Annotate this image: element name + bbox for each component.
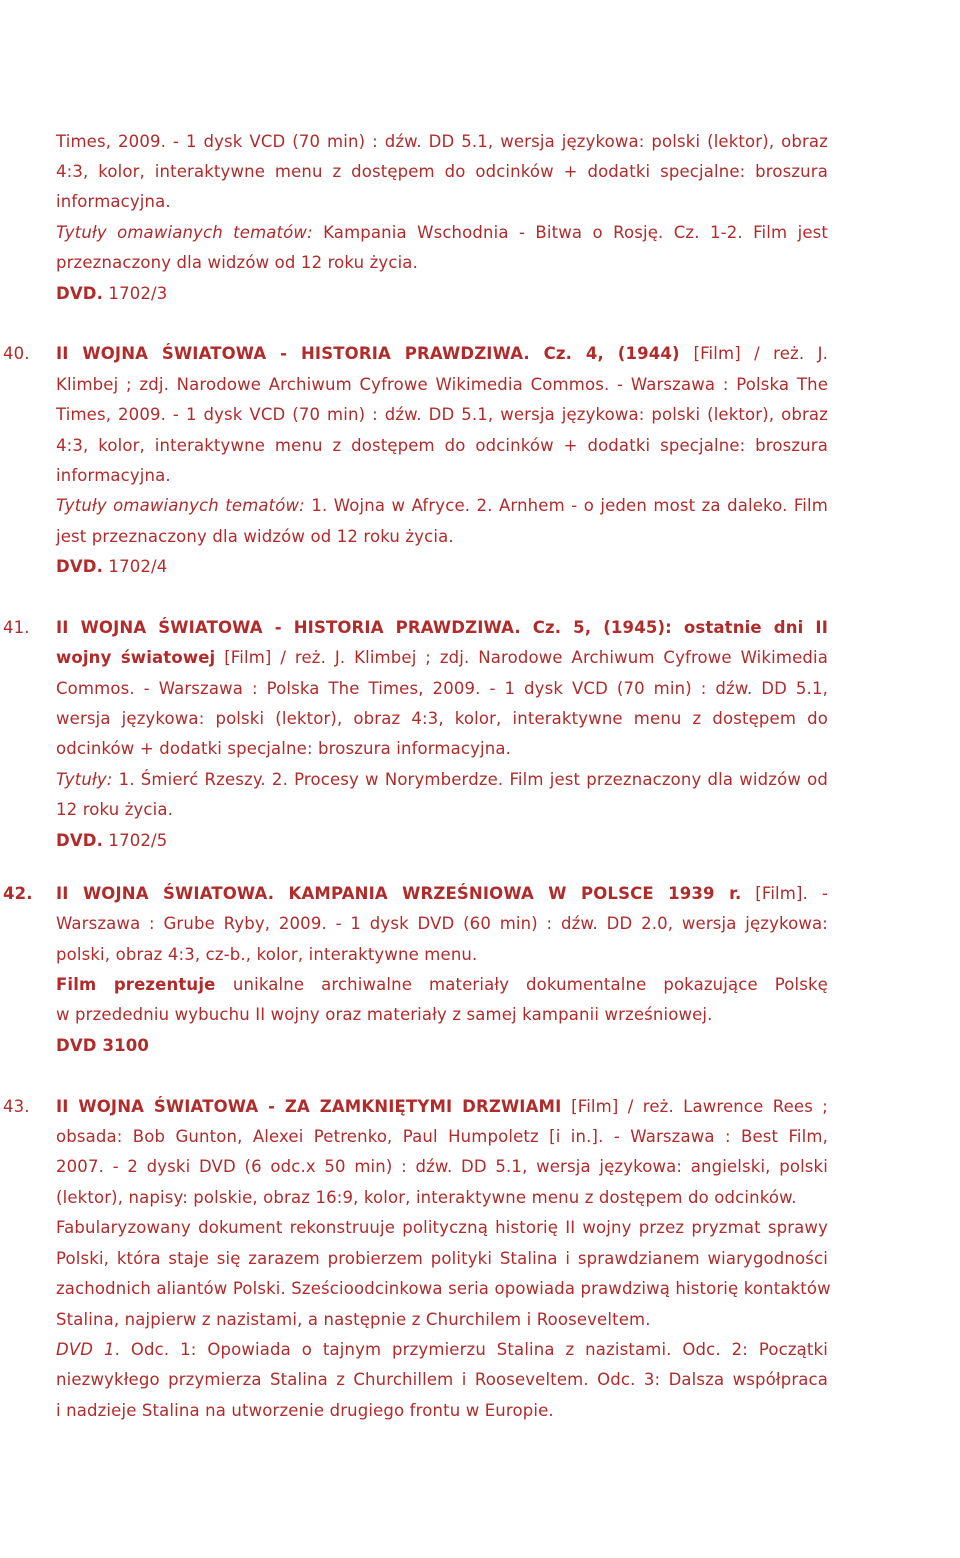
text-line: DVD 1. Odc. 1: Opowiada o tajnym przymierzu Stalina z nazistami. Odc. 2: Początki [56,1340,828,1359]
text-line: obsada: Bob Gunton, Alexei Petrenko, Paul Humpoletz [i in.]. - Warszawa : Best Film, [56,1127,828,1146]
entry-number: 41. [3,618,30,637]
text-line: Commos. - Warszawa : Polska The Times, 2009. - 1 dysk VCD (70 min) : dźw. DD 5.1, [56,679,828,698]
text-line: II WOJNA ŚWIATOWA - HISTORIA PRAWDZIWA. Cz. 5, (1945): ostatnie dni II [56,618,828,637]
text-line: Tytuły: 1. Śmierć Rzeszy. 2. Procesy w Norymberdze. Film jest przeznaczony dla widzów od [56,770,828,789]
text-line: niezwykłego przymierza Stalina z Churchillem i Rooseveltem. Odc. 3: Dalsza współpraca [56,1370,828,1389]
text-line: w przededniu wybuchu II wojny oraz materiały z samej kampanii wrześniowej. [56,1005,713,1024]
text-line: wersja językowa: polski (lektor), obraz 4:3, kolor, interaktywne menu z dostępem do [56,709,828,728]
text-line: DVD 3100 [56,1036,150,1055]
text-line: 4:3, kolor, interaktywne menu z dostępem do odcinków + dodatki specjalne: broszura [56,436,828,455]
text-line: polski, obraz 4:3, cz-b., kolor, interaktywne menu. [56,945,478,964]
text-line: 4:3, kolor, interaktywne menu z dostępem do odcinków + dodatki specjalne: broszura [56,162,828,181]
text-line: informacyjna. [56,466,171,485]
text-line: przeznaczony dla widzów od 12 roku życia. [56,253,418,272]
text-line: i nadzieje Stalina na utworzenie drugiego frontu w Europie. [56,1401,554,1420]
text-line: zachodnich aliantów Polski. Sześcioodcinkowa seria opowiada prawdziwą historię kontaktów [56,1279,831,1298]
text-line: Fabularyzowany dokument rekonstruuje polityczną historię II wojny przez pryzmat sprawy [56,1218,828,1237]
text-line: II WOJNA ŚWIATOWA. KAMPANIA WRZEŚNIOWA W POLSCE 1939 r. [Film]. - [56,884,828,903]
text-line: DVD. 1702/4 [56,557,168,576]
text-line: (lektor), napisy: polskie, obraz 16:9, kolor, interaktywne menu z dostępem do odcinków. [56,1188,797,1207]
text-line: DVD. 1702/5 [56,831,168,850]
text-line: wojny światowej [Film] / reż. J. Klimbej ; zdj. Narodowe Archiwum Cyfrowe Wikimedia [56,648,828,667]
text-line: DVD. 1702/3 [56,284,168,303]
text-line: Warszawa : Grube Ryby, 2009. - 1 dysk DVD (60 min) : dźw. DD 2.0, wersja językowa: [56,914,828,933]
text-line: Times, 2009. - 1 dysk VCD (70 min) : dźw. DD 5.1, wersja językowa: polski (lektor), obraz [56,132,828,151]
text-line: 12 roku życia. [56,800,174,819]
text-line: Klimbej ; zdj. Narodowe Archiwum Cyfrowe Wikimedia Commos. - Warszawa : Polska The [56,375,828,394]
text-line: II WOJNA ŚWIATOWA - HISTORIA PRAWDZIWA. Cz. 4, (1944) [Film] / reż. J. [56,344,828,363]
text-line: Times, 2009. - 1 dysk VCD (70 min) : dźw. DD 5.1, wersja językowa: polski (lektor), obraz [56,405,828,424]
text-line: Tytuły omawianych tematów: 1. Wojna w Afryce. 2. Arnhem - o jeden most za daleko. Film [56,496,829,515]
text-line: odcinków + dodatki specjalne: broszura informacyjna. [56,739,512,758]
text-line: Polski, która staje się zarazem probierzem polityki Stalina i sprawdzianem wiarygodności [56,1249,828,1268]
text-line: II WOJNA ŚWIATOWA - ZA ZAMKNIĘTYMI DRZWIAMI [Film] / reż. Lawrence Rees ; [56,1097,828,1116]
entry-number: 40. [3,344,30,363]
entry-number: 43. [3,1097,30,1116]
text-line: Stalina, najpierw z nazistami, a następnie z Churchilem i Rooseveltem. [56,1310,651,1329]
text-line: jest przeznaczony dla widzów od 12 roku życia. [56,527,454,546]
text-line: informacyjna. [56,192,171,211]
entry-number: 42. [3,884,33,903]
text-line: Film prezentuje unikalne archiwalne materiały dokumentalne pokazujące Polskę [56,975,828,994]
text-line: 2007. - 2 dyski DVD (6 odc.x 50 min) : dźw. DD 5.1, wersja językowa: angielski, polski [56,1157,828,1176]
text-line: Tytuły omawianych tematów: Kampania Wschodnia - Bitwa o Rosję. Cz. 1-2. Film jest [56,223,828,242]
